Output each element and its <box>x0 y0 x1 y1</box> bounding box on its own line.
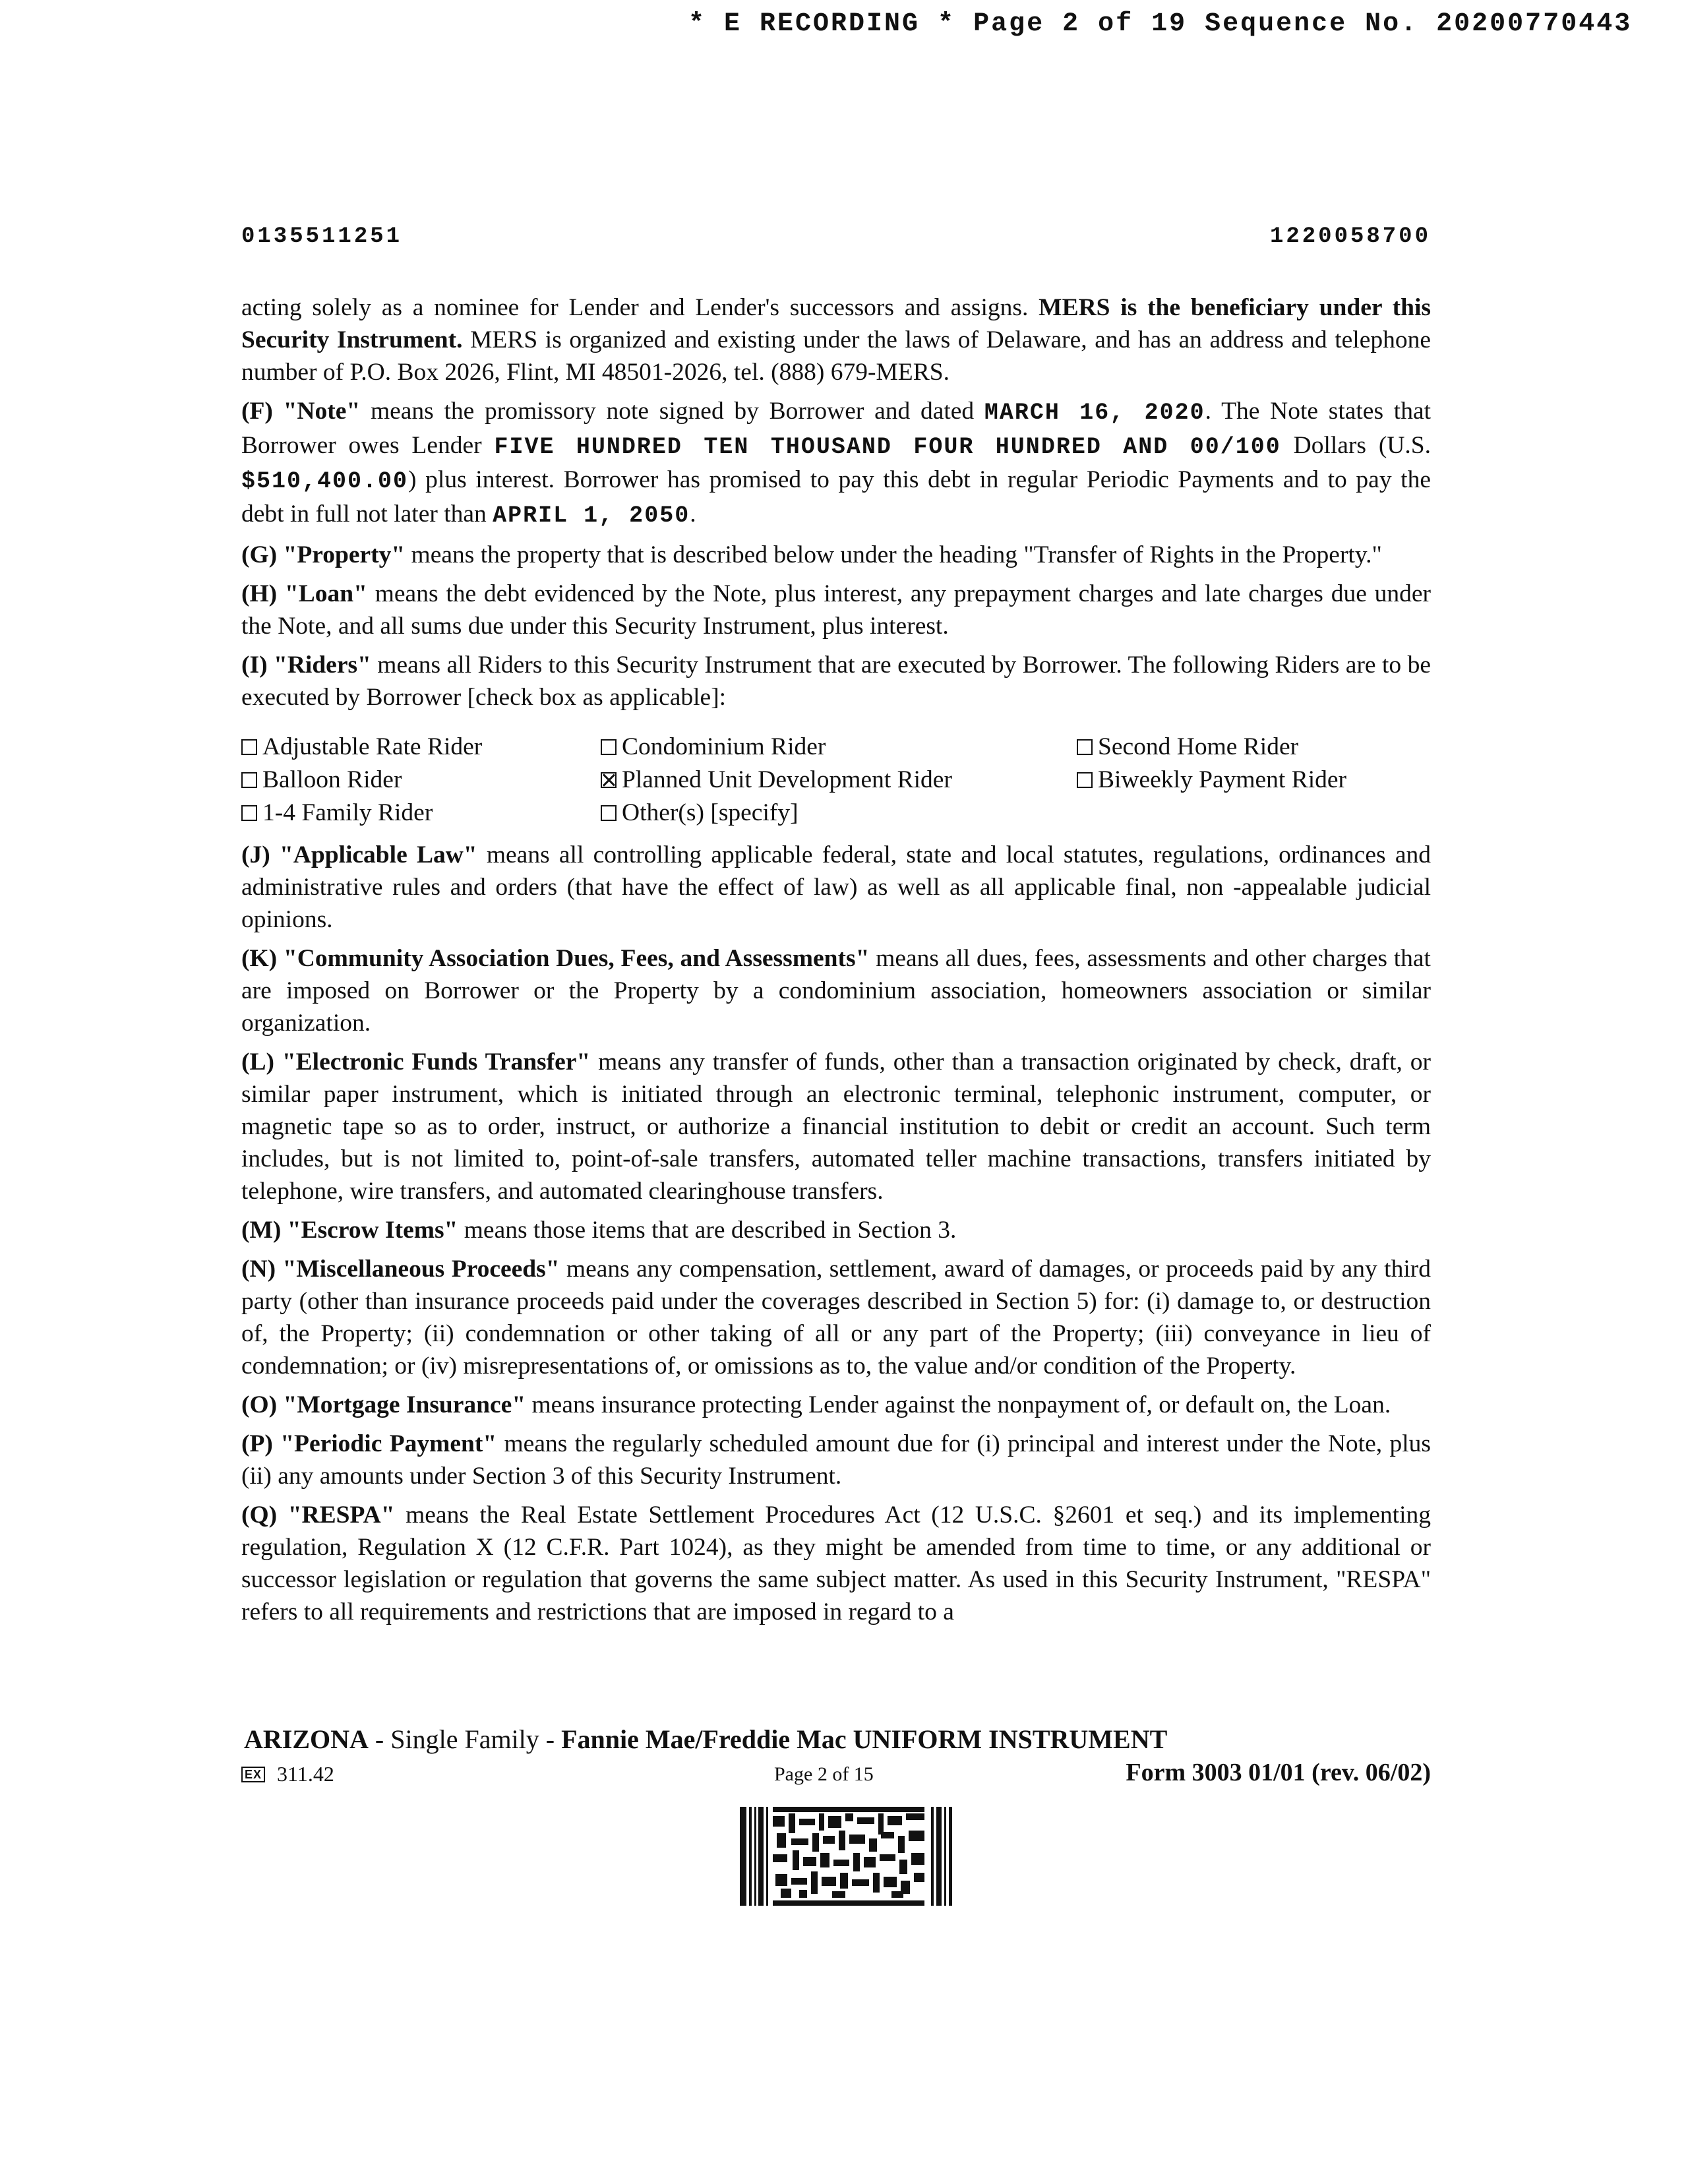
checkbox-icon[interactable] <box>241 739 257 755</box>
checkbox-icon[interactable] <box>241 805 257 821</box>
mers-text-a: acting solely as a nominee for Lender and Lender's successors and assigns. <box>241 294 1039 321</box>
rider-label: Planned Unit Development Rider <box>622 766 952 793</box>
rider-label: Other(s) [specify] <box>622 799 799 826</box>
checkbox-icon[interactable] <box>241 772 257 788</box>
recording-header: * E RECORDING * Page 2 of 19 Sequence No. 20200770443 <box>688 9 1633 39</box>
rider-label: Biweekly Payment Rider <box>1098 766 1347 793</box>
footer-state: ARIZONA <box>244 1724 369 1754</box>
mers-beneficiary-statement: MERS is the beneficiary under this Security Instrument. <box>241 294 1432 353</box>
eft-label: (L) "Electronic Funds Transfer" <box>241 1048 591 1076</box>
note-text-1: means the promissory note signed by Borrower and dated <box>360 398 984 425</box>
note-date: MARCH 16, 2020 <box>984 400 1205 426</box>
rider-biweekly-payment <box>1077 764 1431 797</box>
footer-row <box>241 1758 1431 1791</box>
respa-text: means the Real Estate Settlement Procedures Act (12 U.S.C. §2601 et seq.) and its implementing regulation, Regulation X (12 C.F.R. Part 1024), as they might be amended from time to time, or any additional or successor legislation or regulation that governs the same subject matter. As used in this Security Instrument, "RESPA" refers to all requirements and restrictions that are imposed in regard to a <box>241 1502 1431 1625</box>
rider-balloon <box>241 764 601 797</box>
checkbox-icon[interactable] <box>1077 739 1093 755</box>
paragraph-periodic-payment <box>241 1428 1431 1492</box>
form-code-number: 311.42 <box>277 1762 334 1786</box>
footer-separator: - Single Family - <box>368 1724 562 1754</box>
applicable-law-text: means all controlling applicable federal, state and local statutes, regulations, ordinances and administrative rules and orders (that have the effect of law) as well as all applicable final, non -appealable judicial opinions. <box>241 841 1431 933</box>
rider-label: Condominium Rider <box>622 733 826 760</box>
property-text: means the property that is described below under the heading "Transfer of Rights in the Property." <box>405 541 1382 568</box>
paragraph-electronic-funds-transfer <box>241 1046 1431 1207</box>
escrow-text: means those items that are described in Section 3. <box>458 1217 957 1244</box>
ex-badge: EX <box>241 1767 265 1782</box>
paragraph-escrow-items <box>241 1214 1431 1246</box>
barcode-icon <box>740 1807 953 1906</box>
note-label: (F) "Note" <box>241 398 361 425</box>
paragraph-note <box>241 395 1431 532</box>
respa-label: (Q) "RESPA" <box>241 1502 395 1529</box>
mers-text-c: MERS is organized and existing under the laws of Delaware, and has an address and telephone number of P.O. Box 2026, Flint, MI 48501-2026, tel. (888) 679-MERS. <box>241 326 1431 386</box>
checkbox-icon[interactable] <box>601 739 617 755</box>
loan-number-left: 0135511251 <box>241 224 403 249</box>
note-maturity-date: APRIL 1, 2050 <box>493 502 690 529</box>
paragraph-miscellaneous-proceeds <box>241 1253 1431 1382</box>
paragraph-mers <box>241 291 1431 388</box>
form-code <box>241 1762 334 1786</box>
rider-label: Balloon Rider <box>262 766 402 793</box>
loan-text: means the debt evidenced by the Note, plus interest, any prepayment charges and late charges due under the Note, and all sums due under this Security Instrument, plus interest. <box>241 580 1432 640</box>
rider-planned-unit-development <box>601 764 1077 797</box>
riders-checklist <box>241 731 1431 830</box>
riders-text: means all Riders to this Security Instrument that are executed by Borrower. The following Riders are to be executed by Borrower [check box as applicable]: <box>241 652 1431 711</box>
page-number: Page 2 of 15 <box>774 1763 874 1785</box>
eft-text: means any transfer of funds, other than a transaction originated by check, draft, or similar paper instrument, which is initiated through an electronic terminal, telephonic instrument, computer, or magnetic tape so as to order, instruct, or authorize a financial institution to debit or credit an account. Such term includes, but is not limited to, point-of-sale transfers, automated teller machine transactions, transfers initiated by telephone, wire transfers, and automated clearinghouse transfers. <box>241 1048 1431 1205</box>
rider-label: 1-4 Family Rider <box>262 799 433 826</box>
escrow-label: (M) "Escrow Items" <box>241 1217 458 1244</box>
rider-1-4-family <box>241 797 601 830</box>
misc-proceeds-label: (N) "Miscellaneous Proceeds" <box>241 1256 560 1283</box>
paragraph-respa <box>241 1499 1431 1628</box>
paragraph-mortgage-insurance <box>241 1389 1431 1421</box>
loan-label: (H) "Loan" <box>241 580 367 607</box>
note-text-2: . The Note states that Borrower owes Lender <box>241 398 1432 459</box>
property-label: (G) "Property" <box>241 541 406 568</box>
misc-proceeds-text: means any compensation, settlement, award of damages, or proceeds paid by any third party (other than insurance proceeds paid under the coverages described in Section 5) for: (i) damage to, or destruction of, the Property; (ii) condemnation or other taking of all or any part of the Property; (iii) conveyance in lieu of condemnation; or (iv) misrepresentations of, or omissions as to, the value and/or condition of the Property. <box>241 1256 1431 1380</box>
rider-label: Second Home Rider <box>1098 733 1299 760</box>
note-amount-words: FIVE HUNDRED TEN THOUSAND FOUR HUNDRED AND 00/100 <box>494 434 1281 460</box>
checkbox-icon[interactable] <box>601 805 617 821</box>
form-number: Form 3003 01/01 (rev. 06/02) <box>1126 1759 1431 1786</box>
community-text: means all dues, fees, assessments and other charges that are imposed on Borrower or the Property by a condominium association, homeowners association or similar organization. <box>241 945 1431 1037</box>
riders-label: (I) "Riders" <box>241 652 371 679</box>
note-text-3: Dollars (U.S. <box>1281 432 1432 459</box>
rider-condominium <box>601 731 1077 764</box>
paragraph-community-association <box>241 942 1431 1039</box>
community-label: (K) "Community Association Dues, Fees, and Assessments" <box>241 945 870 972</box>
footer-instrument: Fannie Mae/Freddie Mac UNIFORM INSTRUMENT <box>561 1724 1168 1754</box>
paragraph-property <box>241 539 1431 571</box>
rider-adjustable-rate <box>241 731 601 764</box>
note-text-5: . <box>690 501 696 528</box>
checked-checkbox-icon[interactable] <box>601 772 617 788</box>
rider-label: Adjustable Rate Rider <box>262 733 483 760</box>
periodic-payment-text: means the regularly scheduled amount due for (i) principal and interest under the Note, plus (ii) any amounts under Section 3 of this Security Instrument. <box>241 1430 1431 1490</box>
periodic-payment-label: (P) "Periodic Payment" <box>241 1430 497 1457</box>
note-text-4: ) plus interest. Borrower has promised to pay this debt in regular Periodic Payments and to pay the debt in full not later than <box>241 466 1431 528</box>
paragraph-loan <box>241 578 1431 642</box>
rider-second-home <box>1077 731 1431 764</box>
checkbox-icon[interactable] <box>1077 772 1093 788</box>
loan-number-right: 1220058700 <box>1269 224 1431 249</box>
document-body <box>241 291 1431 1635</box>
paragraph-applicable-law <box>241 839 1431 936</box>
rider-other <box>601 797 1077 830</box>
footer-title <box>244 1724 1167 1755</box>
note-amount: $510,400.00 <box>241 468 409 495</box>
mortgage-insurance-text: means insurance protecting Lender against the nonpayment of, or default on, the Loan. <box>526 1391 1391 1418</box>
applicable-law-label: (J) "Applicable Law" <box>241 841 477 868</box>
mortgage-insurance-label: (O) "Mortgage Insurance" <box>241 1391 526 1418</box>
paragraph-riders <box>241 649 1431 713</box>
